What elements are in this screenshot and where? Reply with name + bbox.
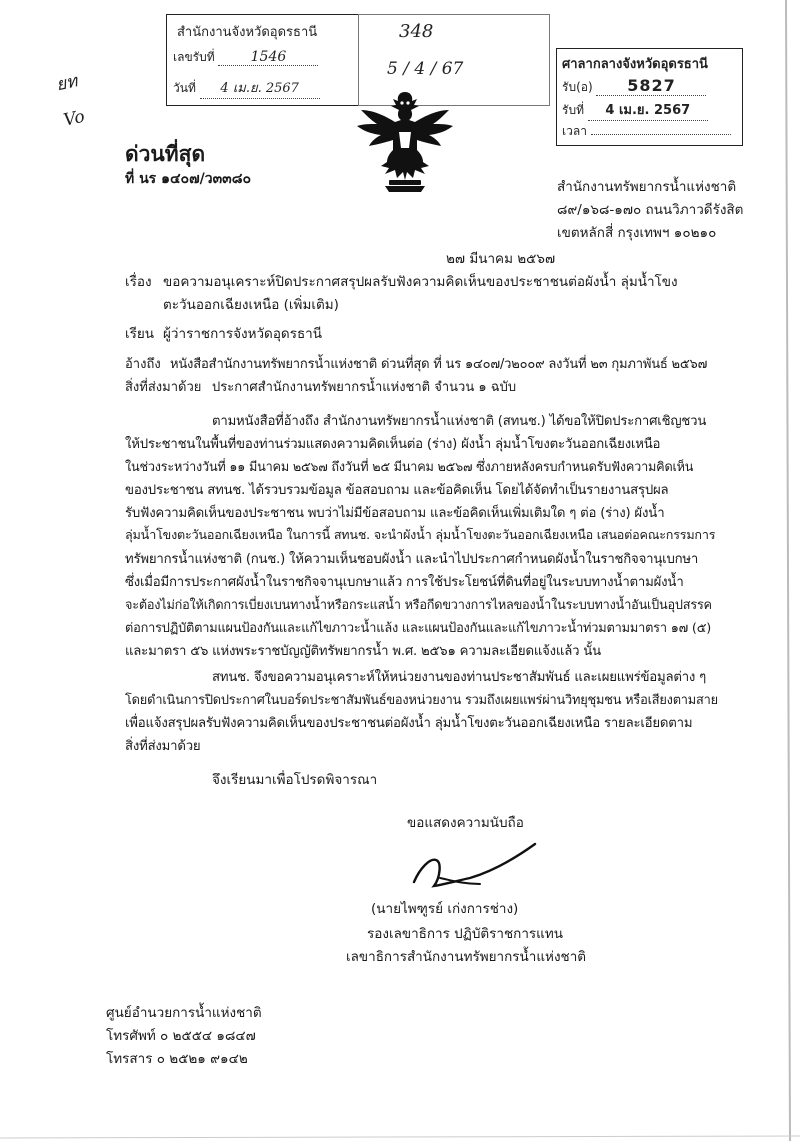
footer-fax: โทรสาร ๐ ๒๕๒๑ ๙๑๔๒ <box>106 1051 248 1067</box>
recipient-value: ผู้ว่าราชการจังหวัดอุดรธานี <box>163 326 322 342</box>
urgency-label: ด่วนที่สุด <box>125 142 206 166</box>
body-line: สิ่งที่ส่งมาด้วย <box>125 739 201 754</box>
stamp-date-row <box>173 77 320 99</box>
body-line: รับฟังความคิดเห็นของประชาชน พบว่าไม่มีข้อสอบถาม และข้อคิดเห็นเพิ่มเติมใด ๆ ต่อ (ร่าง) ผังน้ำ <box>125 506 665 521</box>
city-hall-stamp-title: ศาลากลางจังหวัดอุดรธานี <box>562 57 708 72</box>
city-hall-date-row <box>562 99 708 121</box>
enclosure-value: ประกาศสำนักงานทรัพยากรน้ำแห่งชาติ จำนวน ๑ ฉบับ <box>212 380 517 395</box>
city-hall-time-label: เวลา <box>562 124 587 138</box>
city-hall-received-row <box>562 76 706 97</box>
recipient-label: เรียน <box>125 326 155 342</box>
city-hall-date: 4 เม.ย. 2567 <box>588 99 708 121</box>
body-line: โดยดำเนินการปิดประกาศในบอร์ดประชาสัมพันธ์ของหน่วยงาน รวมถึงเผยแพร่ผ่านวิทยุชุมชน หรือเสียงตามสาย <box>125 693 718 708</box>
city-hall-received-no: 5827 <box>596 76 706 96</box>
city-hall-receiving-stamp <box>556 48 743 146</box>
body-line: สทนช. จึงขอความอนุเคราะห์ให้หน่วยงานของท่านประชาสัมพันธ์ และเผยแพร่ข้อมูลต่าง ๆ <box>212 670 707 685</box>
footer-unit: ศูนย์อำนวยการน้ำแห่งชาติ <box>106 1005 262 1021</box>
stamp-date: 4 เม.ย. 2567 <box>200 77 320 99</box>
secondary-stamp-date: 5 / 4 / 67 <box>387 59 464 79</box>
signer-name: (นายไพฑูรย์ เก่งการช่าง) <box>371 901 519 917</box>
subject-line1: ขอความอนุเคราะห์ปิดประกาศสรุปผลรับฟังความคิดเห็นของประชาชนต่อผังน้ำ ลุ่มน้ำโขง <box>163 274 678 290</box>
city-hall-time-row <box>562 122 731 141</box>
body-line: จะต้องไม่ก่อให้เกิดการเบี่ยงเบนทางน้ำหรือกระแสน้ำ หรือกีดขวางการไหลของน้ำในระบบทางน้ำอันเป็นอุปสรรค <box>125 597 712 612</box>
body-line: ทรัพยากรน้ำแห่งชาติ (กนช.) ให้ความเห็นชอบผังน้ำ และนำไปประกาศกำหนดผังน้ำในราชกิจจานุเบกษา <box>125 552 699 567</box>
subject-line2: ตะวันออกเฉียงเหนือ (เพิ่มเติม) <box>163 297 339 313</box>
sender-name: สำนักงานทรัพยากรน้ำแห่งชาติ <box>557 179 737 195</box>
city-hall-time-blank <box>591 134 731 135</box>
garuda-emblem <box>355 88 455 194</box>
stamp-received-no: 1546 <box>218 49 318 66</box>
secondary-stamp-number: 348 <box>399 21 434 42</box>
body-line: ซึ่งเมื่อมีการประกาศผังน้ำในราชกิจจานุเบกษาแล้ว การใช้ประโยชน์ที่ดินที่อยู่ในระบบทางน้ำตามผังน้ำ <box>125 575 684 590</box>
stamp-received-label: เลขรับที่ <box>173 50 215 64</box>
subject-label: เรื่อง <box>125 274 152 290</box>
handwritten-signature <box>400 838 550 898</box>
body-line: ให้ประชาชนในพื้นที่ของท่านร่วมแสดงความคิดเห็นต่อ (ร่าง) ผังน้ำ ลุ่มน้ำโขงตะวันออกเฉียงเหนือ <box>125 437 661 452</box>
stamp-date-label: วันที่ <box>173 81 196 95</box>
sender-address-line2: เขตหลักสี่ กรุงเทพฯ ๑๐๒๑๐ <box>557 225 717 241</box>
reference-label: อ้างถึง <box>125 357 161 372</box>
footer-phone: โทรศัพท์ ๐ ๒๕๕๔ ๑๘๔๗ <box>106 1028 256 1044</box>
letter-date: ๒๗ มีนาคม ๒๕๖๗ <box>446 251 556 267</box>
body-line: ลุ่มน้ำโขงตะวันออกเฉียงเหนือ ในการนี้ สทนช. จะนำผังน้ำ ลุ่มน้ำโขงตะวันออกเฉียงเหนือ เสนอต่อคณะกรรมการ <box>125 527 716 542</box>
body-line: ในช่วงระหว่างวันที่ ๑๑ มีนาคม ๒๕๖๗ ถึงวันที่ ๒๕ มีนาคม ๒๕๖๗ ซึ่งภายหลังครบกำหนดรับฟังความคิดเห็น <box>125 459 694 474</box>
city-hall-received-label: รับ(อ) <box>562 80 593 94</box>
body-line: ตามหนังสือที่อ้างถึง สำนักงานทรัพยากรน้ำแห่งชาติ (สทนช.) ได้ขอให้ปิดประกาศเชิญชวน <box>212 414 707 429</box>
province-office-receiving-stamp <box>166 14 363 106</box>
body-line: เพื่อแจ้งสรุปผลรับฟังความคิดเห็นของประชาชนต่อผังน้ำ ลุ่มน้ำโขงตะวันออกเฉียงเหนือ รายละเอียดตาม <box>125 716 693 731</box>
closing-request: จึงเรียนมาเพื่อโปรดพิจารณา <box>212 772 378 788</box>
city-hall-date-label: รับที่ <box>562 103 584 117</box>
reference-value: หนังสือสำนักงานทรัพยากรน้ำแห่งชาติ ด่วนที่สุด ที่ นร ๑๔๐๗/ว๒๐๐๙ ลงวันที่ ๒๓ กุมภาพันธ์ ๒๕๖๗ <box>170 357 708 372</box>
sender-address-line1: ๘๙/๑๖๘-๑๗๐ ถนนวิภาวดีรังสิต <box>557 202 744 218</box>
closing-salutation: ขอแสดงความนับถือ <box>407 815 524 831</box>
margin-handwritten-note: ยท Vo <box>54 71 87 131</box>
signer-position-2: เลขาธิการสำนักงานทรัพยากรน้ำแห่งชาติ <box>346 949 587 965</box>
body-line: ของประชาชน สทนช. ได้รวบรวมข้อมูล ข้อสอบถาม และข้อคิดเห็น โดยได้จัดทำเป็นรายงานสรุปผล <box>125 483 669 498</box>
body-line: และมาตรา ๕๖ แห่งพระราชบัญญัติทรัพยากรน้ำ พ.ศ. ๒๕๖๑ ความละเอียดแจ้งแล้ว นั้น <box>125 644 601 659</box>
stamp-received-row <box>173 48 318 67</box>
stamp-title: สำนักงานจังหวัดอุดรธานี <box>177 25 318 40</box>
enclosure-label: สิ่งที่ส่งมาด้วย <box>125 380 202 395</box>
body-line: ต่อการปฏิบัติตามแผนป้องกันและแก้ไขภาวะน้ำแล้ง และแผนป้องกันและแก้ไขภาวะน้ำท่วมตามมาตรา ๑๗ (๕) <box>125 621 711 636</box>
signer-position-1: รองเลขาธิการ ปฏิบัติราชการแทน <box>367 926 563 942</box>
document-number: ที่ นร ๑๔๐๗/ว๓๓๘๐ <box>125 171 252 187</box>
